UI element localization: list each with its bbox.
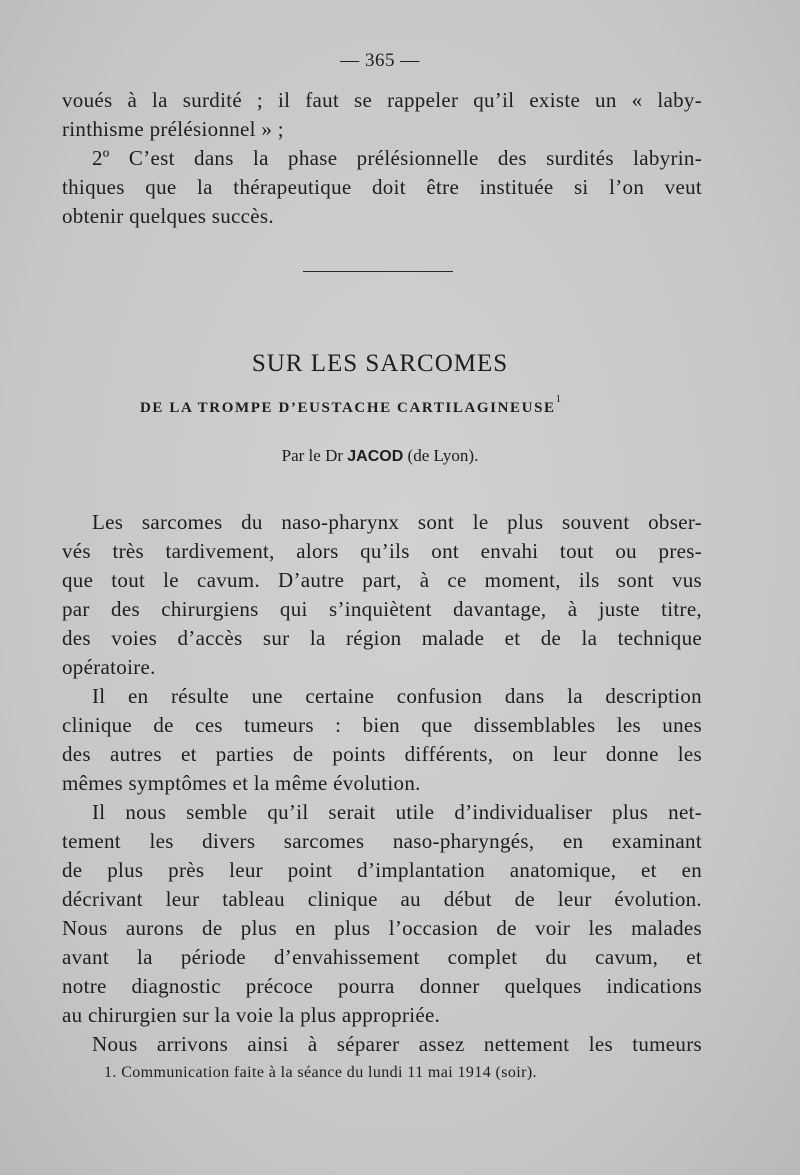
text-line: Les sarcomes du naso-pharynx sont le plus souvent obser- — [92, 510, 702, 534]
text-line: que tout le cavum. D’autre part, à ce moment, ils sont vus — [62, 568, 702, 592]
byline-suffix: (de Lyon). — [407, 446, 479, 465]
text-line: décrivant leur tableau clinique au début de leur évolution. — [62, 887, 702, 911]
text-line: 2º C’est dans la phase prélésionnelle des surdités labyrin- — [92, 146, 702, 170]
article-subtitle — [140, 393, 563, 417]
text-line: opératoire. — [62, 655, 156, 679]
text-line: Nous arrivons ainsi à séparer assez nettement les tumeurs — [92, 1032, 702, 1056]
text-line: des voies d’accès sur la région malade et de la technique — [62, 626, 702, 650]
section-divider — [303, 271, 453, 272]
text-line: Il en résulte une certaine confusion dans la description — [92, 684, 702, 708]
footnote: 1. Communication faite à la séance du lundi 11 mai 1914 (soir). — [104, 1064, 537, 1081]
page-number: — 365 — — [340, 50, 420, 71]
text-line: clinique de ces tumeurs : bien que dissemblables les unes — [62, 713, 702, 737]
article-byline — [0, 446, 760, 466]
text-line: au chirurgien sur la voie la plus appropriée. — [62, 1003, 441, 1027]
text-line: rinthisme prélésionnel » ; — [62, 117, 284, 141]
text-line: vés très tardivement, alors qu’ils ont envahi tout ou pres- — [62, 539, 702, 563]
text-line: mêmes symptômes et la même évolution. — [62, 771, 421, 795]
article-body — [62, 508, 702, 1059]
text-line: des autres et parties de points différents, on leur donne les — [62, 742, 702, 766]
footnote-marker: 1 — [555, 393, 563, 405]
text-line: de plus près leur point d’implantation anatomique, et en — [62, 858, 702, 882]
text-line: Il nous semble qu’il serait utile d’individualiser plus net- — [92, 800, 702, 824]
text-line: par des chirurgiens qui s’inquiètent davantage, à juste titre, — [62, 597, 702, 621]
byline-prefix: Par le Dr — [281, 446, 344, 465]
text-line: voués à la surdité ; il faut se rappeler qu’il existe un « laby- — [62, 88, 702, 112]
text-line: Nous aurons de plus en plus l’occasion de voir les malades — [62, 916, 702, 940]
text-line: thiques que la thérapeutique doit être instituée si l’on veut — [62, 175, 702, 199]
subtitle-text: DE LA TROMPE D’EUSTACHE CARTILAGINEUSE — [140, 400, 556, 416]
author-name: JACOD — [347, 448, 404, 465]
text-line: notre diagnostic précoce pourra donner quelques indications — [62, 974, 702, 998]
text-line: obtenir quelques succès. — [62, 204, 274, 228]
article-title: SUR LES SARCOMES — [251, 350, 509, 377]
text-line: avant la période d’envahissement complet du cavum, et — [62, 945, 702, 969]
text-line: tement les divers sarcomes naso-pharyngés, en examinant — [62, 829, 702, 853]
previous-article-ending — [62, 86, 702, 231]
